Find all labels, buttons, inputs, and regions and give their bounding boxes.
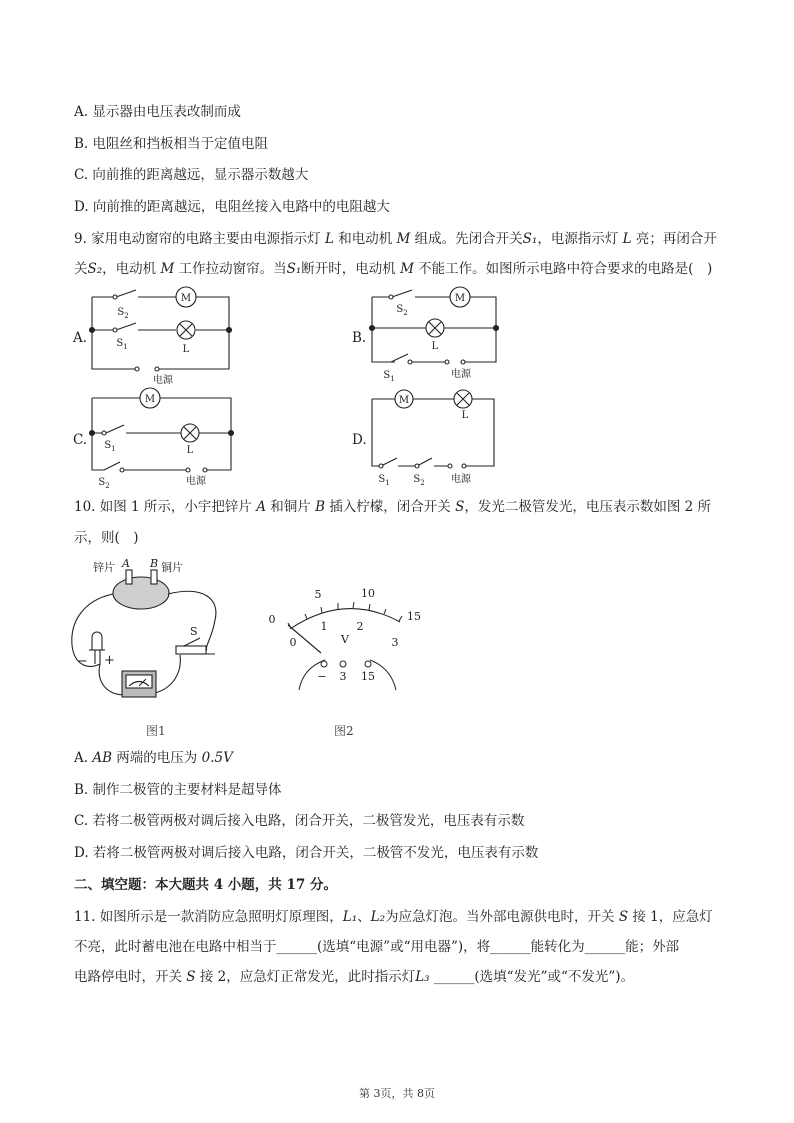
q8-option-c: C. 向前推的距离越远，显示器示数越大 xyxy=(74,167,309,183)
terminal-label: 15 xyxy=(361,670,375,683)
q8-option-a: A. 显示器由电压表改制而成 xyxy=(74,104,241,120)
power-source-label: 电源 xyxy=(451,369,471,380)
q11-stem-line3: 电路停电时，开关 S 接 2，应急灯正常发光，此时指示灯L₃ ______(选填“发光”或“不发光”)。 xyxy=(74,969,635,985)
inner-tick-label: 1 xyxy=(320,620,328,633)
motor-symbol: M xyxy=(454,293,466,304)
label-option-a: A. xyxy=(73,330,88,346)
copper-label: 铜片 xyxy=(161,561,183,574)
outer-tick-label: 10 xyxy=(361,587,375,600)
motor-symbol: M xyxy=(144,394,156,405)
switch-label: $S_2$ xyxy=(396,304,408,317)
q9-stem-line1: 9. 家用电动窗帘的电路主要由电源指示灯 L 和电动机 M 组成。先闭合开关S₁，电源指示灯 L 亮；再闭合开 xyxy=(74,231,717,247)
figure-2-caption: 图2 xyxy=(334,724,354,738)
terminal xyxy=(340,661,346,667)
motor-symbol: M xyxy=(398,395,410,406)
lamp-label: L xyxy=(461,410,469,421)
lamp-label: L xyxy=(431,341,439,352)
switch-label: S xyxy=(190,625,198,638)
minus-sign: − xyxy=(77,654,88,669)
q10-option-c: C. 若将二极管两极对调后接入电路，闭合开关，二极管发光，电压表有示数 xyxy=(74,813,525,829)
q9-stem-line2: 关S₂，电动机 M 工作拉动窗帘。当S₁断开时，电动机 M 不能工作。如图所示电路中符合要求的电路是( ) xyxy=(74,261,713,277)
inner-tick-label: 2 xyxy=(356,620,364,633)
power-source-label: 电源 xyxy=(451,474,471,485)
label-option-d: D. xyxy=(352,432,367,448)
zinc-label: 锌片 xyxy=(93,561,115,574)
lamp-label: L xyxy=(186,445,194,456)
q10-option-d: D. 若将二极管两极对调后接入电路，闭合开关，二极管不发光，电压表有示数 xyxy=(74,845,539,861)
label-a: A xyxy=(122,557,130,570)
switch-label: $S_1$ xyxy=(104,440,116,453)
lamp-label: L xyxy=(182,344,190,355)
figure-1-caption: 图1 xyxy=(146,724,166,738)
q8-option-d: D. 向前推的距离越远，电阻丝接入电路中的电阻越大 xyxy=(74,199,390,215)
unit-label: V xyxy=(341,633,349,646)
motor-symbol: M xyxy=(180,293,192,304)
switch-label: $S_1$ xyxy=(116,338,128,351)
power-source-label: 电源 xyxy=(153,375,173,386)
page-footer: 第 3页，共 8页 xyxy=(359,1087,435,1100)
section-heading: 二、填空题：本大题共 4 小题，共 17 分。 xyxy=(74,877,337,893)
outer-tick-label: 5 xyxy=(314,588,322,601)
power-source-label: 电源 xyxy=(186,476,206,487)
plus-sign: + xyxy=(104,653,115,668)
terminal-label: 3 xyxy=(339,670,347,683)
switch-label: $S_2$ xyxy=(117,307,129,320)
label-option-c: C. xyxy=(73,432,88,448)
switch-label: $S_1$ xyxy=(383,370,395,383)
inner-tick-label: 0 xyxy=(289,636,297,649)
switch-label: $S_2$ xyxy=(413,474,425,487)
label-option-b: B. xyxy=(352,330,367,346)
q11-stem-line2: 不亮，此时蓄电池在电路中相当于______(选填“电源”或“用电器”)，将______能转化为______能；外部 xyxy=(74,939,680,955)
terminal xyxy=(321,661,327,667)
terminal xyxy=(365,661,371,667)
switch-label: $S_2$ xyxy=(98,477,110,490)
terminal-label: − xyxy=(317,670,327,683)
outer-tick-label: 15 xyxy=(407,610,421,623)
outer-tick-label: 0 xyxy=(268,613,276,626)
label-b: B xyxy=(150,557,159,570)
switch-label: $S_1$ xyxy=(378,474,390,487)
q10-stem-line2: 示，则( ) xyxy=(74,530,139,546)
q10-option-b: B. 制作二极管的主要材料是超导体 xyxy=(74,782,282,798)
q10-option-a: A. AB 两端的电压为 0.5V xyxy=(74,750,233,766)
inner-tick-label: 3 xyxy=(391,636,399,649)
q11-stem-line1: 11. 如图所示是一款消防应急照明灯原理图，L₁、L₂为应急灯泡。当外部电源供电时，开关 S 接 1，应急灯 xyxy=(74,909,713,925)
q10-stem-line1: 10. 如图 1 所示，小宇把锌片 A 和铜片 B 插入柠檬，闭合开关 S，发光二极管发光，电压表示数如图 2 所 xyxy=(74,499,712,515)
q8-option-b: B. 电阻丝和挡板相当于定值电阻 xyxy=(74,136,269,152)
